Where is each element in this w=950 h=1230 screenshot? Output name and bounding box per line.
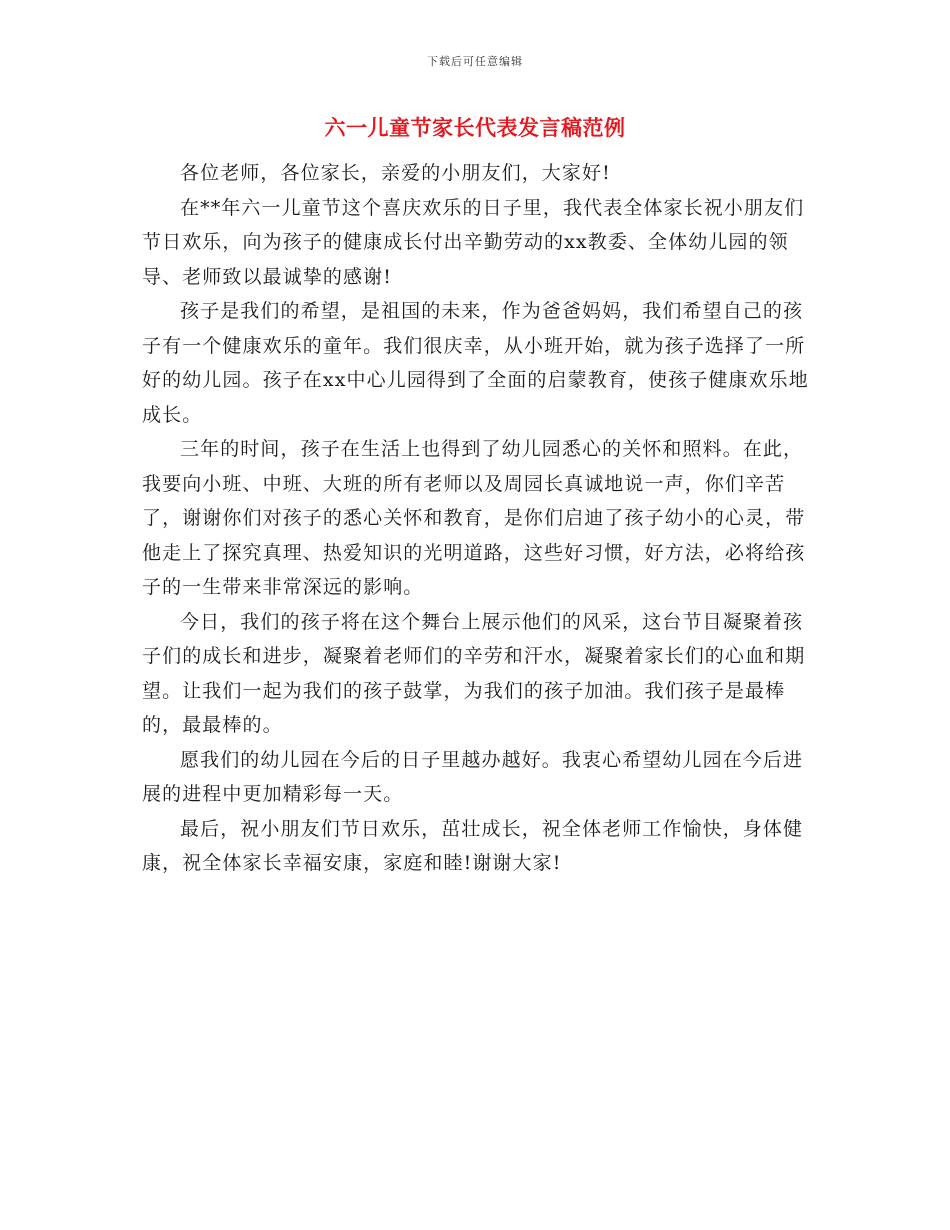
paragraph-greeting: 各位老师，各位家长，亲爱的小朋友们，大家好! [180,162,611,184]
paragraph-today: 今日，我们的孩子将在这个舞台上展示他们的风采，这台节目凝聚着孩子们的成长和进步，凝聚着老师们的辛劳和汗水，凝聚着家长们的心血和期望。让我们一起为我们的孩子鼓掌，为我们的孩子加油。我们孩子是最棒的，最最棒的。 [142,610,806,736]
document-body [142,156,812,881]
page-header-note: 下载后可任意编辑 [427,55,523,68]
document-title: 六一儿童节家长代表发言稿范例 [324,115,626,140]
paragraph-hope: 孩子是我们的希望，是祖国的未来，作为爸爸妈妈，我们希望自己的孩子有一个健康欢乐的童年。我们很庆幸，从小班开始，就为孩子选择了一所好的幼儿园。孩子在xx中心儿园得到了全面的启蒙教育，使孩子健康欢乐地成长。 [142,300,809,426]
paragraph-thanks: 在**年六一儿童节这个喜庆欢乐的日子里，我代表全体家长祝小朋友们节日欢乐，向为孩子的健康成长付出辛勤劳动的xx教委、全体幼儿园的领导、老师致以最诚挚的感谢! [142,196,805,288]
paragraph-care: 三年的时间，孩子在生活上也得到了幼儿园悉心的关怀和照料。在此，我要向小班、中班、大班的所有老师以及周园长真诚地说一声，你们辛苦了，谢谢你们对孩子的悉心关怀和教育，是你们启迪了孩子幼小的心灵，带他走上了探究真理、热爱知识的光明道路，这些好习惯，好方法，必将给孩子的一生带来非常深远的影响。 [142,438,806,598]
paragraph-closing: 最后，祝小朋友们节日欢乐，茁壮成长，祝全体老师工作愉快，身体健康，祝全体家长幸福安康，家庭和睦!谢谢大家! [142,817,804,874]
paragraph-wish: 愿我们的幼儿园在今后的日子里越办越好。我衷心希望幼儿园在今后进展的进程中更加精彩每一天。 [142,748,804,805]
